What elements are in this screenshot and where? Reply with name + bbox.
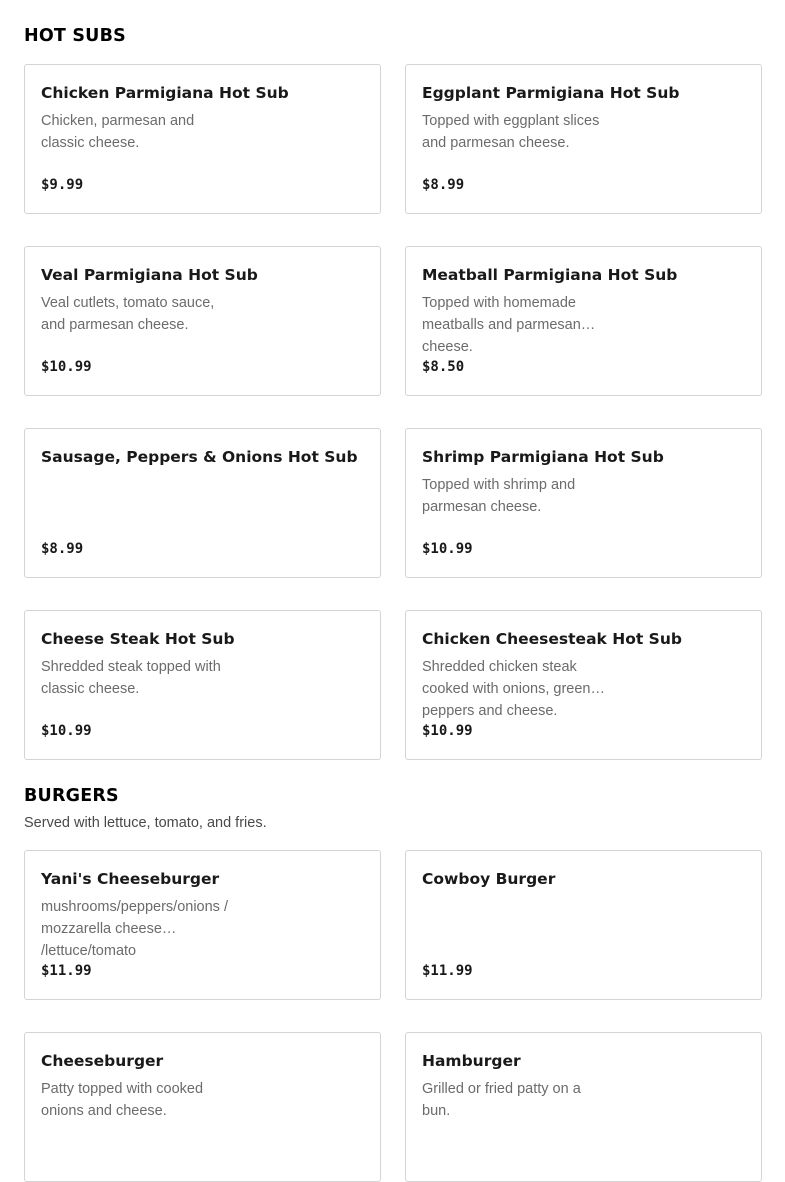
item-price: $10.99 [422, 541, 473, 557]
section-hot-subs [24, 0, 761, 770]
item-price: $9.99 [41, 177, 84, 193]
item-name: Cheese Steak Hot Sub [41, 630, 235, 648]
item-name: Cheeseburger [41, 1052, 164, 1070]
item-name: Chicken Parmigiana Hot Sub [41, 84, 289, 102]
item-price: $10.99 [41, 359, 92, 375]
menu-item-card[interactable] [24, 246, 381, 396]
item-description: mushrooms/peppers/onions / mozzarella cheese /lettuce/tomato [41, 899, 228, 959]
item-price: $8.99 [422, 177, 465, 193]
menu-item-card[interactable] [24, 1032, 381, 1182]
menu-item-card[interactable] [405, 1032, 762, 1182]
section-title: HOT SUBS [24, 26, 126, 46]
item-price: $11.99 [41, 963, 92, 979]
menu-item-card[interactable] [24, 850, 381, 1000]
item-description: Veal cutlets, tomato sauce, and parmesan cheese. [41, 295, 215, 333]
menu-item-card[interactable] [405, 428, 762, 578]
menu-item-card[interactable] [405, 610, 762, 760]
item-name: Meatball Parmigiana Hot Sub [422, 266, 678, 284]
item-name: Hamburger [422, 1052, 521, 1070]
item-name: Shrimp Parmigiana Hot Sub [422, 448, 664, 466]
item-description: Chicken, parmesan and classic cheese. [41, 113, 195, 151]
item-name: Veal Parmigiana Hot Sub [41, 266, 258, 284]
item-price: $10.99 [422, 723, 473, 739]
item-description: Shredded chicken steak cooked with onions, green peppers and cheese. [422, 659, 591, 719]
section-subtitle: Served with lettuce, tomato, and fries. [24, 815, 267, 831]
item-name: Eggplant Parmigiana Hot Sub [422, 84, 680, 102]
item-name: Sausage, Peppers & Onions Hot Sub [41, 448, 358, 466]
item-name: Chicken Cheesesteak Hot Sub [422, 630, 682, 648]
item-description: Patty topped with cooked onions and cheese. [41, 1081, 204, 1119]
item-price: $8.50 [422, 359, 465, 375]
section-burgers [24, 770, 761, 1119]
item-description: Topped with homemade meatballs and parmesan cheese. [422, 295, 581, 355]
menu-item-card[interactable] [24, 610, 381, 760]
item-name: Yani's Cheeseburger [41, 870, 220, 888]
menu-item-card[interactable] [405, 246, 762, 396]
item-name: Cowboy Burger [422, 870, 556, 888]
item-price: $10.99 [41, 723, 92, 739]
section-title: BURGERS [24, 786, 119, 806]
menu-item-card[interactable] [405, 64, 762, 214]
item-price: $11.99 [422, 963, 473, 979]
menu-item-card[interactable] [405, 850, 762, 1000]
menu-item-card[interactable] [24, 64, 381, 214]
menu-item-card[interactable] [24, 428, 381, 578]
item-description: Topped with shrimp and parmesan cheese. [422, 477, 576, 515]
item-description: Shredded steak topped with classic cheese. [41, 659, 221, 697]
item-price: $8.99 [41, 541, 84, 557]
item-description: Grilled or fried patty on a bun. [422, 1081, 581, 1119]
item-description: Topped with eggplant slices and parmesan cheese. [422, 113, 600, 151]
